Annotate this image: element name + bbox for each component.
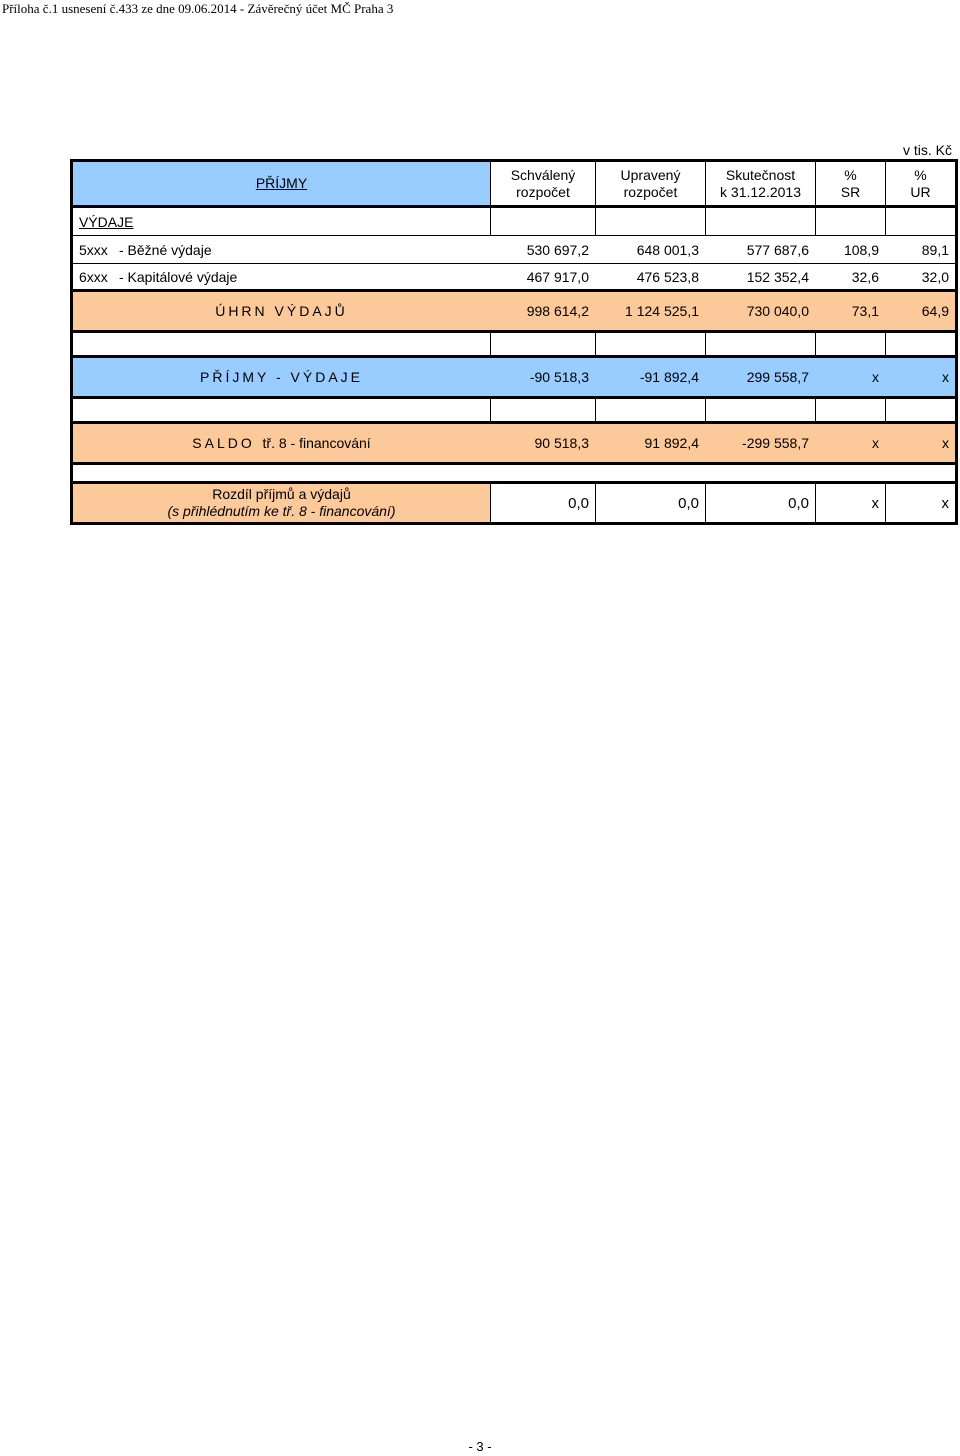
- section-row: [73, 208, 955, 236]
- total-value: 1 124 525,1: [625, 303, 699, 319]
- row-value: 89,1: [921, 241, 949, 258]
- diff-value: x: [942, 369, 949, 385]
- diff-label: PŘÍJMY - VÝDAJE: [200, 369, 363, 385]
- saldo-label: SALDO tř. 8 - financování: [192, 435, 371, 451]
- saldo-value: x: [942, 435, 949, 451]
- saldo-value: 91 892,4: [644, 435, 699, 451]
- page-number: - 3 -: [468, 1439, 492, 1454]
- header-col-pct-ur: % UR: [885, 162, 955, 205]
- spacer-row: [73, 396, 955, 424]
- final-label: Rozdíl příjmů a výdajů (s přihlédnutím ke tř. 8 - financování): [73, 484, 490, 522]
- final-value: x: [815, 484, 885, 522]
- total-value: 998 614,2: [526, 303, 589, 319]
- saldo-value: 90 518,3: [534, 435, 589, 451]
- total-row: [73, 292, 955, 330]
- total-value: 64,9: [921, 303, 949, 319]
- row-label: 5xxx - Běžné výdaje: [79, 241, 212, 258]
- final-row: [73, 484, 955, 522]
- diff-value: -90 518,3: [529, 369, 589, 385]
- row-value: 530 697,2: [526, 241, 589, 258]
- row-value: 32,6: [851, 268, 879, 285]
- diff-row: [73, 358, 955, 396]
- table-header-row: [73, 162, 955, 208]
- final-value: 0,0: [595, 484, 705, 522]
- section-label: VÝDAJE: [79, 213, 134, 230]
- header-col-actual: Skutečnost k 31.12.2013: [705, 162, 815, 205]
- header-col-adjusted: Upravený rozpočet: [595, 162, 705, 205]
- final-value: 0,0: [490, 484, 595, 522]
- spacer-row: [73, 330, 955, 358]
- header-title: PŘÍJMY: [73, 162, 490, 205]
- table-row: [73, 236, 955, 264]
- page-header: Příloha č.1 usnesení č.433 ze dne 09.06.2014 - Závěrečný účet MČ Praha 3: [2, 1, 394, 16]
- header-col-pct-sr: % SR: [815, 162, 885, 205]
- diff-value: -91 892,4: [639, 369, 699, 385]
- spacer-row: [73, 462, 955, 484]
- row-label: 6xxx - Kapitálové výdaje: [79, 268, 238, 285]
- table-row: [73, 264, 955, 292]
- unit-label: v tis. Kč: [902, 142, 952, 158]
- row-value: 467 917,0: [526, 268, 589, 285]
- row-value: 152 352,4: [746, 268, 809, 285]
- row-value: 108,9: [843, 241, 879, 258]
- diff-value: x: [872, 369, 879, 385]
- final-value: 0,0: [705, 484, 815, 522]
- total-value: 73,1: [851, 303, 879, 319]
- final-value: x: [885, 484, 955, 522]
- diff-value: 299 558,7: [746, 369, 809, 385]
- total-label: ÚHRN VÝDAJŮ: [215, 303, 348, 319]
- row-value: 577 687,6: [746, 241, 809, 258]
- budget-table: [70, 159, 958, 525]
- total-value: 730 040,0: [746, 303, 809, 319]
- header-col-approved: Schválený rozpočet: [490, 162, 595, 205]
- saldo-value: x: [872, 435, 879, 451]
- row-value: 32,0: [921, 268, 949, 285]
- row-value: 648 001,3: [636, 241, 699, 258]
- saldo-value: -299 558,7: [742, 435, 809, 451]
- row-value: 476 523,8: [636, 268, 699, 285]
- saldo-row: [73, 424, 955, 462]
